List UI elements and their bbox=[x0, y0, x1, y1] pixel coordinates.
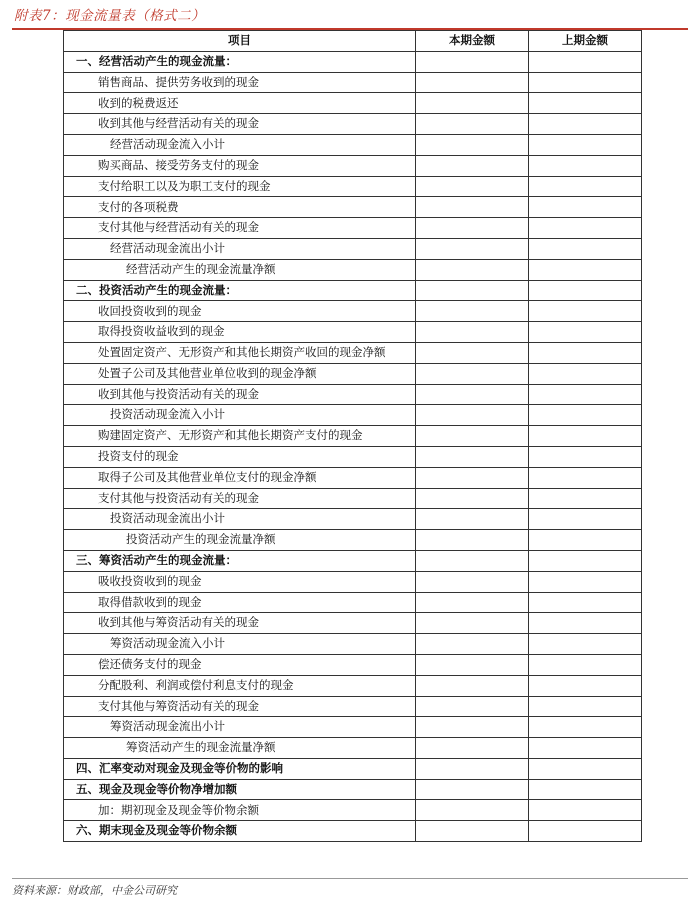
current-amount-cell bbox=[416, 613, 529, 634]
prior-amount-cell bbox=[529, 197, 642, 218]
prior-amount-cell bbox=[529, 654, 642, 675]
row-label: 取得借款收到的现金 bbox=[64, 592, 416, 613]
prior-amount-cell bbox=[529, 426, 642, 447]
table-row bbox=[64, 509, 642, 530]
table-row bbox=[64, 738, 642, 759]
prior-amount-cell bbox=[529, 634, 642, 655]
current-amount-cell bbox=[416, 114, 529, 135]
current-amount-cell bbox=[416, 696, 529, 717]
current-amount-cell bbox=[416, 488, 529, 509]
table-row bbox=[64, 717, 642, 738]
table-row bbox=[64, 446, 642, 467]
table-row bbox=[64, 322, 642, 343]
current-amount-cell bbox=[416, 342, 529, 363]
current-amount-cell bbox=[416, 301, 529, 322]
table-row bbox=[64, 384, 642, 405]
table-row bbox=[64, 363, 642, 384]
row-label: 支付其他与经营活动有关的现金 bbox=[64, 218, 416, 239]
prior-amount-cell bbox=[529, 93, 642, 114]
current-amount-cell bbox=[416, 93, 529, 114]
row-label: 二、投资活动产生的现金流量： bbox=[64, 280, 416, 301]
row-label: 筹资活动产生的现金流量净额 bbox=[64, 738, 416, 759]
current-amount-cell bbox=[416, 405, 529, 426]
current-amount-cell bbox=[416, 675, 529, 696]
prior-amount-cell bbox=[529, 446, 642, 467]
table-row bbox=[64, 301, 642, 322]
prior-amount-cell bbox=[529, 72, 642, 93]
table-row bbox=[64, 280, 642, 301]
prior-amount-cell bbox=[529, 405, 642, 426]
prior-amount-cell bbox=[529, 176, 642, 197]
header-current-amount: 本期金额 bbox=[416, 31, 529, 52]
row-label: 经营活动产生的现金流量净额 bbox=[64, 259, 416, 280]
table-row bbox=[64, 93, 642, 114]
row-label: 筹资活动现金流出小计 bbox=[64, 717, 416, 738]
row-label: 支付其他与投资活动有关的现金 bbox=[64, 488, 416, 509]
prior-amount-cell bbox=[529, 301, 642, 322]
table-row bbox=[64, 259, 642, 280]
current-amount-cell bbox=[416, 779, 529, 800]
table-row bbox=[64, 218, 642, 239]
prior-amount-cell bbox=[529, 363, 642, 384]
current-amount-cell bbox=[416, 155, 529, 176]
table-row bbox=[64, 779, 642, 800]
prior-amount-cell bbox=[529, 758, 642, 779]
prior-amount-cell bbox=[529, 509, 642, 530]
table-row bbox=[64, 530, 642, 551]
prior-amount-cell bbox=[529, 384, 642, 405]
table-row bbox=[64, 571, 642, 592]
row-label: 处置子公司及其他营业单位收到的现金净额 bbox=[64, 363, 416, 384]
current-amount-cell bbox=[416, 821, 529, 842]
table-title: 附表7：现金流量表（格式二） bbox=[14, 8, 206, 24]
row-label: 四、汇率变动对现金及现金等价物的影响 bbox=[64, 758, 416, 779]
table-row bbox=[64, 176, 642, 197]
prior-amount-cell bbox=[529, 530, 642, 551]
current-amount-cell bbox=[416, 758, 529, 779]
current-amount-cell bbox=[416, 571, 529, 592]
current-amount-cell bbox=[416, 363, 529, 384]
row-label: 分配股利、利润或偿付利息支付的现金 bbox=[64, 675, 416, 696]
row-label: 购买商品、接受劳务支付的现金 bbox=[64, 155, 416, 176]
table-row bbox=[64, 634, 642, 655]
row-label: 处置固定资产、无形资产和其他长期资产收回的现金净额 bbox=[64, 342, 416, 363]
table-row bbox=[64, 800, 642, 821]
current-amount-cell bbox=[416, 634, 529, 655]
table-row bbox=[64, 426, 642, 447]
prior-amount-cell bbox=[529, 779, 642, 800]
table-row bbox=[64, 550, 642, 571]
table-row bbox=[64, 114, 642, 135]
table-row bbox=[64, 613, 642, 634]
row-label: 支付的各项税费 bbox=[64, 197, 416, 218]
table-row bbox=[64, 467, 642, 488]
prior-amount-cell bbox=[529, 717, 642, 738]
current-amount-cell bbox=[416, 467, 529, 488]
table-row bbox=[64, 592, 642, 613]
current-amount-cell bbox=[416, 51, 529, 72]
current-amount-cell bbox=[416, 738, 529, 759]
row-label: 投资支付的现金 bbox=[64, 446, 416, 467]
prior-amount-cell bbox=[529, 322, 642, 343]
prior-amount-cell bbox=[529, 134, 642, 155]
row-label: 支付其他与筹资活动有关的现金 bbox=[64, 696, 416, 717]
current-amount-cell bbox=[416, 717, 529, 738]
row-label: 经营活动现金流入小计 bbox=[64, 134, 416, 155]
table-row bbox=[64, 238, 642, 259]
row-label: 取得投资收益收到的现金 bbox=[64, 322, 416, 343]
row-label: 取得子公司及其他营业单位支付的现金净额 bbox=[64, 467, 416, 488]
current-amount-cell bbox=[416, 426, 529, 447]
row-label: 加：期初现金及现金等价物余额 bbox=[64, 800, 416, 821]
table-row bbox=[64, 197, 642, 218]
table-row bbox=[64, 51, 642, 72]
header-prior-amount: 上期金额 bbox=[529, 31, 642, 52]
table-row bbox=[64, 488, 642, 509]
current-amount-cell bbox=[416, 800, 529, 821]
table-row bbox=[64, 155, 642, 176]
current-amount-cell bbox=[416, 446, 529, 467]
prior-amount-cell bbox=[529, 613, 642, 634]
prior-amount-cell bbox=[529, 259, 642, 280]
current-amount-cell bbox=[416, 72, 529, 93]
row-label: 投资活动产生的现金流量净额 bbox=[64, 530, 416, 551]
prior-amount-cell bbox=[529, 114, 642, 135]
prior-amount-cell bbox=[529, 467, 642, 488]
row-label: 经营活动现金流出小计 bbox=[64, 238, 416, 259]
prior-amount-cell bbox=[529, 800, 642, 821]
prior-amount-cell bbox=[529, 155, 642, 176]
row-label: 六、期末现金及现金等价物余额 bbox=[64, 821, 416, 842]
row-label: 支付给职工以及为职工支付的现金 bbox=[64, 176, 416, 197]
row-label: 购建固定资产、无形资产和其他长期资产支付的现金 bbox=[64, 426, 416, 447]
current-amount-cell bbox=[416, 509, 529, 530]
current-amount-cell bbox=[416, 176, 529, 197]
current-amount-cell bbox=[416, 238, 529, 259]
prior-amount-cell bbox=[529, 488, 642, 509]
prior-amount-cell bbox=[529, 550, 642, 571]
current-amount-cell bbox=[416, 550, 529, 571]
row-label: 销售商品、提供劳务收到的现金 bbox=[64, 72, 416, 93]
current-amount-cell bbox=[416, 197, 529, 218]
row-label: 收到其他与经营活动有关的现金 bbox=[64, 114, 416, 135]
current-amount-cell bbox=[416, 654, 529, 675]
table-row bbox=[64, 758, 642, 779]
prior-amount-cell bbox=[529, 280, 642, 301]
header-row bbox=[64, 31, 642, 52]
prior-amount-cell bbox=[529, 738, 642, 759]
row-label: 筹资活动现金流入小计 bbox=[64, 634, 416, 655]
prior-amount-cell bbox=[529, 342, 642, 363]
row-label: 投资活动现金流出小计 bbox=[64, 509, 416, 530]
current-amount-cell bbox=[416, 259, 529, 280]
table-row bbox=[64, 405, 642, 426]
source-note: 资料来源：财政部，中金公司研究 bbox=[12, 884, 177, 897]
current-amount-cell bbox=[416, 322, 529, 343]
table-row bbox=[64, 134, 642, 155]
row-label: 收回投资收到的现金 bbox=[64, 301, 416, 322]
header-item: 项目 bbox=[64, 31, 416, 52]
footer-divider bbox=[12, 878, 688, 879]
table-row bbox=[64, 342, 642, 363]
current-amount-cell bbox=[416, 384, 529, 405]
table-row bbox=[64, 696, 642, 717]
current-amount-cell bbox=[416, 218, 529, 239]
prior-amount-cell bbox=[529, 218, 642, 239]
prior-amount-cell bbox=[529, 51, 642, 72]
row-label: 收到其他与筹资活动有关的现金 bbox=[64, 613, 416, 634]
current-amount-cell bbox=[416, 280, 529, 301]
row-label: 偿还债务支付的现金 bbox=[64, 654, 416, 675]
table-row bbox=[64, 72, 642, 93]
row-label: 一、经营活动产生的现金流量： bbox=[64, 51, 416, 72]
row-label: 收到其他与投资活动有关的现金 bbox=[64, 384, 416, 405]
prior-amount-cell bbox=[529, 821, 642, 842]
current-amount-cell bbox=[416, 592, 529, 613]
row-label: 投资活动现金流入小计 bbox=[64, 405, 416, 426]
row-label: 吸收投资收到的现金 bbox=[64, 571, 416, 592]
table-row bbox=[64, 821, 642, 842]
row-label: 收到的税费返还 bbox=[64, 93, 416, 114]
prior-amount-cell bbox=[529, 571, 642, 592]
prior-amount-cell bbox=[529, 238, 642, 259]
table-row bbox=[64, 675, 642, 696]
cash-flow-table bbox=[63, 30, 642, 842]
row-label: 五、现金及现金等价物净增加额 bbox=[64, 779, 416, 800]
current-amount-cell bbox=[416, 530, 529, 551]
row-label: 三、筹资活动产生的现金流量： bbox=[64, 550, 416, 571]
prior-amount-cell bbox=[529, 696, 642, 717]
prior-amount-cell bbox=[529, 675, 642, 696]
prior-amount-cell bbox=[529, 592, 642, 613]
table-row bbox=[64, 654, 642, 675]
current-amount-cell bbox=[416, 134, 529, 155]
